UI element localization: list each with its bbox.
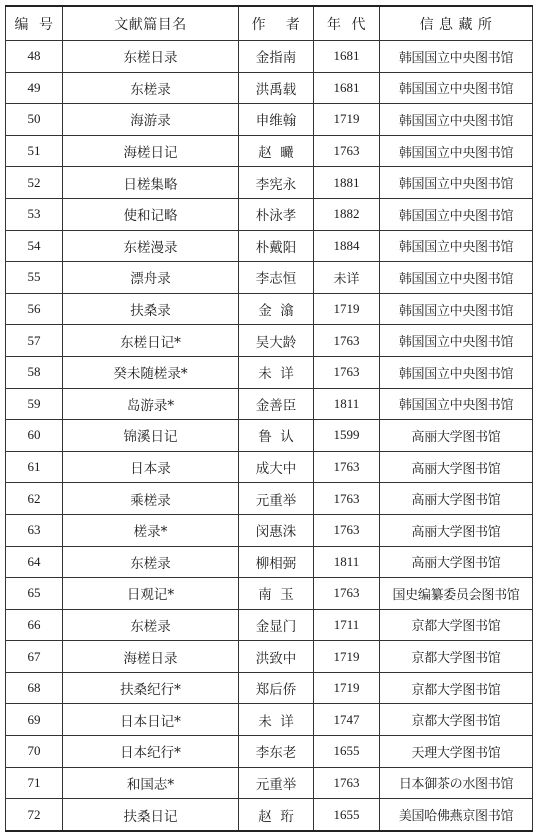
cell-library: 韩国国立中央图书馆 [380,135,533,167]
table-row [6,799,533,831]
table-row [6,167,533,199]
cell-title: 岛游录* [63,388,239,420]
cell-author: 朴泳孝 [239,198,314,230]
cell-library: 京都大学图书馆 [380,672,533,704]
cell-author: 申维翰 [239,104,314,136]
table-row [6,230,533,262]
table-row [6,262,533,294]
cell-title: 乘槎录 [63,483,239,515]
cell-library: 高丽大学图书馆 [380,483,533,515]
cell-year: 1747 [314,704,380,736]
cell-id: 49 [6,72,63,104]
table-row [6,672,533,704]
table-row [6,483,533,515]
cell-library: 韩国国立中央图书馆 [380,325,533,357]
cell-author: 李东老 [239,736,314,768]
table-row [6,451,533,483]
cell-year: 1681 [314,72,380,104]
table-row [6,546,533,578]
cell-id: 60 [6,420,63,452]
table-row [6,72,533,104]
table-header [6,6,533,41]
cell-year: 1763 [314,135,380,167]
cell-author: 洪禹载 [239,72,314,104]
cell-year: 1882 [314,198,380,230]
cell-author: 郑后侨 [239,672,314,704]
cell-title: 扶桑纪行* [63,672,239,704]
cell-year: 1763 [314,356,380,388]
cell-title: 东槎日记* [63,325,239,357]
cell-title: 东槎录 [63,609,239,641]
cell-year: 未详 [314,262,380,294]
table-row [6,420,533,452]
cell-library: 高丽大学图书馆 [380,514,533,546]
cell-year: 1681 [314,41,380,73]
table-row [6,641,533,673]
cell-author: 赵 珩 [239,799,314,831]
cell-library: 京都大学图书馆 [380,641,533,673]
cell-title: 日本日记* [63,704,239,736]
cell-author: 未 详 [239,356,314,388]
cell-id: 65 [6,578,63,610]
cell-year: 1599 [314,420,380,452]
cell-id: 59 [6,388,63,420]
cell-author: 朴戴阳 [239,230,314,262]
cell-author: 金善臣 [239,388,314,420]
cell-title: 东槎日录 [63,41,239,73]
cell-author: 成大中 [239,451,314,483]
cell-author: 吴大龄 [239,325,314,357]
cell-library: 国史编纂委员会图书馆 [380,578,533,610]
table-row [6,293,533,325]
cell-id: 61 [6,451,63,483]
cell-year: 1763 [314,514,380,546]
cell-title: 日本纪行* [63,736,239,768]
cell-id: 66 [6,609,63,641]
table-row [6,388,533,420]
cell-year: 1881 [314,167,380,199]
cell-library: 美国哈佛燕京图书馆 [380,799,533,831]
cell-year: 1719 [314,672,380,704]
cell-title: 槎录* [63,514,239,546]
cell-id: 64 [6,546,63,578]
cell-author: 闵惠洙 [239,514,314,546]
cell-year: 1811 [314,546,380,578]
cell-id: 52 [6,167,63,199]
cell-id: 54 [6,230,63,262]
header-title: 文献篇目名 [63,6,239,41]
cell-id: 50 [6,104,63,136]
cell-year: 1655 [314,799,380,831]
cell-library: 韩国国立中央图书馆 [380,72,533,104]
cell-author: 金显门 [239,609,314,641]
cell-year: 1763 [314,483,380,515]
cell-id: 53 [6,198,63,230]
table-row [6,198,533,230]
cell-author: 柳相弼 [239,546,314,578]
table-row [6,325,533,357]
cell-title: 漂舟录 [63,262,239,294]
table-row [6,514,533,546]
cell-title: 使和记略 [63,198,239,230]
cell-library: 韩国国立中央图书馆 [380,230,533,262]
header-library: 信 息 藏 所 [380,6,533,41]
cell-title: 日本录 [63,451,239,483]
cell-library: 韩国国立中央图书馆 [380,356,533,388]
cell-title: 扶桑录 [63,293,239,325]
cell-year: 1763 [314,578,380,610]
table-body [6,41,533,831]
cell-id: 55 [6,262,63,294]
cell-library: 韩国国立中央图书馆 [380,262,533,294]
cell-id: 71 [6,767,63,799]
cell-library: 韩国国立中央图书馆 [380,104,533,136]
cell-author: 元重举 [239,767,314,799]
cell-author: 洪致中 [239,641,314,673]
cell-id: 68 [6,672,63,704]
cell-author: 未 详 [239,704,314,736]
cell-title: 日槎集略 [63,167,239,199]
cell-year: 1763 [314,325,380,357]
cell-library: 高丽大学图书馆 [380,546,533,578]
cell-year: 1884 [314,230,380,262]
cell-library: 高丽大学图书馆 [380,420,533,452]
cell-library: 京都大学图书馆 [380,704,533,736]
cell-author: 李宪永 [239,167,314,199]
cell-author: 金 潝 [239,293,314,325]
cell-library: 高丽大学图书馆 [380,451,533,483]
cell-title: 锦溪日记 [63,420,239,452]
cell-title: 癸未随槎录* [63,356,239,388]
table-row [6,736,533,768]
table-row [6,578,533,610]
cell-title: 日观记* [63,578,239,610]
cell-id: 63 [6,514,63,546]
cell-title: 海槎日录 [63,641,239,673]
cell-id: 51 [6,135,63,167]
cell-id: 70 [6,736,63,768]
cell-library: 韩国国立中央图书馆 [380,388,533,420]
cell-library: 韩国国立中央图书馆 [380,41,533,73]
table-row [6,135,533,167]
cell-library: 京都大学图书馆 [380,609,533,641]
cell-title: 扶桑日记 [63,799,239,831]
table-row [6,767,533,799]
cell-library: 韩国国立中央图书馆 [380,293,533,325]
cell-title: 和国志* [63,767,239,799]
header-year: 年 代 [314,6,380,41]
cell-year: 1719 [314,641,380,673]
cell-title: 东槎录 [63,546,239,578]
cell-title: 海游录 [63,104,239,136]
table-row [6,104,533,136]
literature-table [5,5,533,832]
cell-author: 李志恒 [239,262,314,294]
table-row [6,704,533,736]
cell-year: 1655 [314,736,380,768]
header-author: 作 者 [239,6,314,41]
cell-year: 1711 [314,609,380,641]
cell-id: 58 [6,356,63,388]
cell-id: 57 [6,325,63,357]
table-row [6,609,533,641]
header-row [6,6,533,41]
cell-author: 南 玉 [239,578,314,610]
cell-library: 天理大学图书馆 [380,736,533,768]
cell-year: 1719 [314,104,380,136]
table-row [6,356,533,388]
cell-library: 韩国国立中央图书馆 [380,167,533,199]
cell-author: 赵 曮 [239,135,314,167]
cell-author: 鲁 认 [239,420,314,452]
cell-id: 56 [6,293,63,325]
cell-id: 72 [6,799,63,831]
cell-id: 67 [6,641,63,673]
table-row [6,41,533,73]
cell-year: 1811 [314,388,380,420]
cell-id: 69 [6,704,63,736]
header-id: 编 号 [6,6,63,41]
cell-title: 海槎日记 [63,135,239,167]
cell-library: 韩国国立中央图书馆 [380,198,533,230]
cell-id: 62 [6,483,63,515]
cell-author: 金指南 [239,41,314,73]
cell-author: 元重举 [239,483,314,515]
cell-title: 东槎漫录 [63,230,239,262]
cell-year: 1763 [314,767,380,799]
cell-library: 日本御茶の水图书馆 [380,767,533,799]
cell-title: 东槎录 [63,72,239,104]
cell-year: 1719 [314,293,380,325]
cell-id: 48 [6,41,63,73]
cell-year: 1763 [314,451,380,483]
